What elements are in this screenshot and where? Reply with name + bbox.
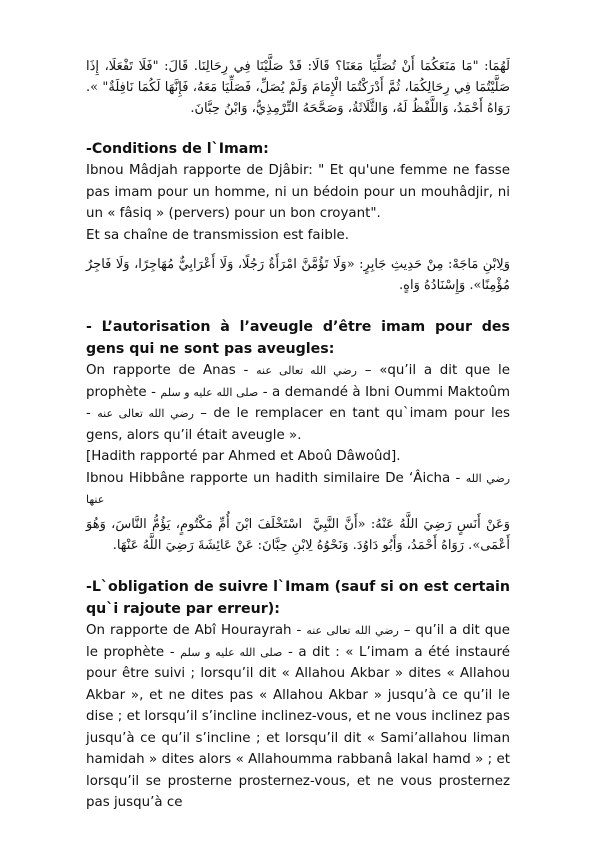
arabic-eulogy: صلى الله عليه و سلم <box>180 645 283 659</box>
section-heading: -L`obligation de suivre l`Imam (sauf si on est certain qu`i rajoute par erreur): <box>86 579 510 617</box>
paragraph-note: Et sa chaîne de transmission est faible. <box>86 227 350 243</box>
section-heading: - L’autorisation à l’aveugle d’être imam pour des gens qui ne sont pas aveugles: <box>86 319 510 357</box>
arabic-eulogy: رضي الله تعالى عنه <box>256 364 357 377</box>
paragraph-reference: [Hadith rapporté par Ahmed et Aboû Dâwoûd]. <box>86 449 401 464</box>
section-blind-imam <box>86 316 510 511</box>
paragraph: Ibnou Hibbâne rapporte un hadith similaire De ‘Âicha - رضي الله عنها <box>86 470 511 506</box>
section-follow-imam <box>86 576 510 814</box>
arabic-hadith-prayer-at-home: لَهُمَا: "مَا مَنَعَكُمَا أَنْ تُصَلِّيَا مَعَنَا؟ قَالَا: قَدْ صَلَّيْنَا فِي رِحَالِنَا. قَالَ: "فَلَا تَفْعَلَا، إِذَا صَلَّيْتُمَا فِي رِحَالِكُمَا، ثُمَّ أَدْرَكْتُمَا الْإِمَامَ وَلَمْ يُصَلِّ، فَصَلِّيَا مَعَهُ، فَإِنَّهَا لَكُمَا نَافِلَةٌ" ». رَوَاهُ أَحْمَدُ، وَاللَّفْظُ لَهُ، وَالثَّلَاثَةُ، وَصَحَّحَهُ التِّرْمِذِيُّ، وَابْنُ حِبَّانَ. <box>86 59 510 116</box>
paragraph: Ibnou Mâdjah rapporte de Djâbir: " Et qu'une femme ne fasse pas imam pour un homme, ni un bédoin pour un mouhâdjir, ni un « fâsiq » (pervers) pour un bon croyant". <box>86 163 510 221</box>
arabic-eulogy: صلى الله عليه و سلم <box>160 385 259 399</box>
paragraph: On rapporte de Abî Hourayrah - رضي الله تعالى عنه – qu’il a dit que le prophète - صلى الله عليه و سلم - a dit : « L’imam a été instauré pour être suivi ; lorsqu’il dit « Allahou Akbar » dites « Allahou Akbar », et ne dites pas « Allahou Akbar » jusqu’à ce qu’il le dise ; et lorsqu’il s’incline inclinez-vous, et ne vous inclinez pas jusqu’à ce qu’il s’incline ; et lorsqu’il dit « Sami’allahou liman hamidah » dites alors « Allahoumma rabbanâ lakal hamd » ; et lorsqu’il se prosterne prosternez-vous, et ne vous prosternez pas jusqu’à ce <box>86 623 511 810</box>
section-heading: -Conditions de l`Imam: <box>86 141 269 157</box>
arabic-hadith-jabir: وَلِابْنِ مَاجَهْ: مِنْ حَدِيثِ جَابِرٍ: «وَلَا تَؤُمَّنَّ امْرَأَةٌ رَجُلًا، وَلَا أَعْرَابِيٌّ مُهَاجِرًا، وَلَا فَاجِرٌ مُؤْمِنًا». وَإِسْنَادُهُ وَاهٍ. <box>86 257 510 293</box>
section-conditions-imam <box>86 138 510 246</box>
arabic-eulogy: رضي الله تعالى عنه <box>306 624 399 637</box>
arabic-hadith-anas: وَعَنْ أَنَسٍ رَضِيَ اللَّهُ عَنْهُ: «أَنَّ النَّبِيَّ ‏ اسْتَخْلَفَ ابْنَ أُمِّ مَكْتُومٍ، يَؤُمُّ النَّاسَ، وَهُوَ أَعْمَى». رَوَاهُ أَحْمَدُ، وَأَبُو دَاوُدَ. وَنَحْوُهُ لِابْنِ حِبَّانَ: عَنْ عَائِشَةَ رَضِيَ اللَّهُ عَنْهَا. <box>86 517 510 553</box>
paragraph: On rapporte de Anas - رضي الله تعالى عنه – «qu’il a dit que le prophète - صلى الله عليه و سلم - a demandé à Ibni Oummi Maktoûm - رضي الله تعالى عنه – de le remplacer en tant qu`imam pour les gens, alors qu’il était aveugle ». <box>86 363 511 443</box>
arabic-eulogy: رضي الله عنها <box>86 471 511 506</box>
arabic-eulogy: رضي الله تعالى عنه <box>97 407 194 420</box>
